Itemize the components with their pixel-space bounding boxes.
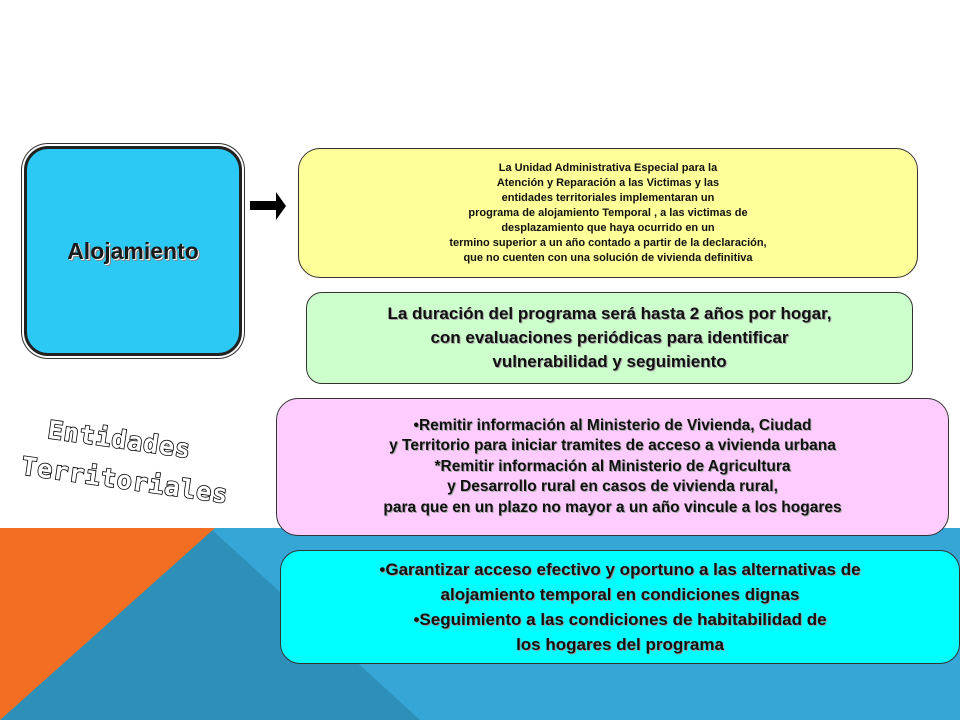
entidades-line: para que en un plazo no mayor a un año vincule a los hogares <box>383 498 842 516</box>
garantizar-line: los hogares del programa <box>516 635 724 654</box>
description-line: desplazamiento que haya ocurrido en un <box>501 221 715 234</box>
program-duration-box <box>306 292 913 384</box>
description-line: termino superior a un año contado a partir de la declaración, <box>449 236 767 249</box>
entidades-line: y Desarrollo rural en casos de vivienda rural, <box>447 478 778 496</box>
alojamiento-box <box>24 146 242 356</box>
garantizar-line: •Seguimiento a las condiciones de habitabilidad de <box>413 610 827 629</box>
entidades-title-line2: Territoriales <box>19 451 231 510</box>
description-line: que no cuenten con una solución de vivienda definitiva <box>463 251 753 264</box>
garantizar-line: alojamiento temporal en condiciones dignas <box>440 585 800 604</box>
garantizar-box <box>280 550 960 664</box>
program-description-box <box>298 148 918 278</box>
entidades-territoriales-title <box>0 390 260 530</box>
description-line: entidades territoriales implementaran un <box>501 191 715 204</box>
description-line: La Unidad Administrativa Especial para la <box>498 161 718 174</box>
entidades-actions-box <box>276 398 949 536</box>
entidades-line: *Remitir información al Ministerio de Agricultura <box>434 457 791 475</box>
duration-line: vulnerabilidad y seguimiento <box>492 352 727 371</box>
duration-line: La duración del programa será hasta 2 años por hogar, <box>387 304 832 323</box>
alojamiento-label: Alojamiento <box>67 237 199 264</box>
duration-line: con evaluaciones periódicas para identificar <box>430 328 789 347</box>
garantizar-line: •Garantizar acceso efectivo y oportuno a las alternativas de <box>379 560 861 579</box>
description-line: Atención y Reparación a las Victimas y las <box>496 176 720 189</box>
entidades-line: y Territorio para iniciar tramites de acceso a vivienda urbana <box>389 437 836 455</box>
entidades-title-line1: Entidades <box>46 415 194 464</box>
right-arrow-icon <box>250 192 286 220</box>
description-line: programa de alojamiento Temporal , a las victimas de <box>468 206 748 219</box>
entidades-line: •Remitir información al Ministerio de Vivienda, Ciudad <box>413 416 812 434</box>
